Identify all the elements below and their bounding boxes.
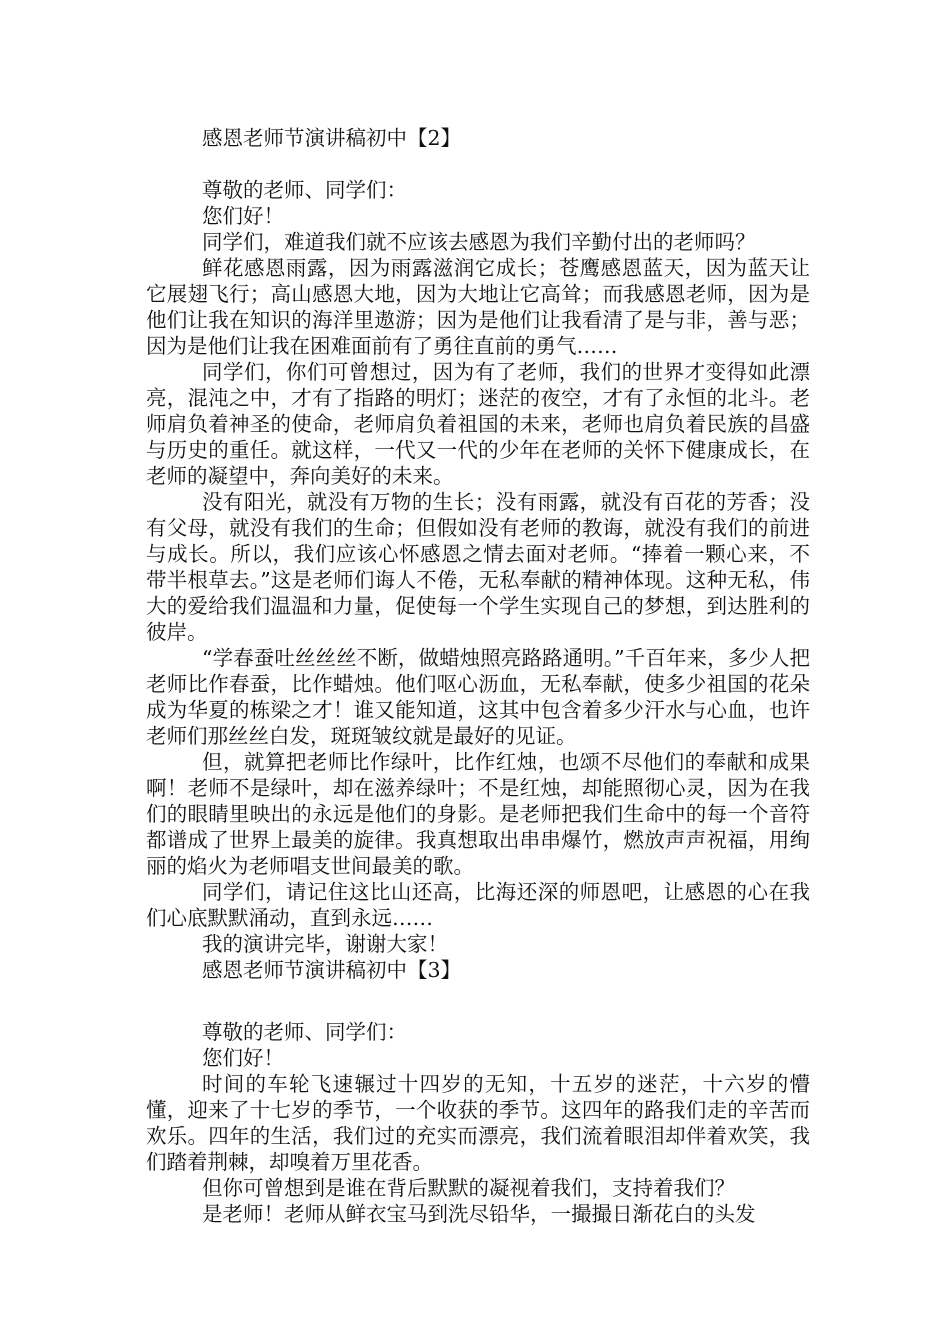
paragraph: 但你可曾想到是谁在背后默默的凝视着我们，支持着我们？ <box>202 1176 735 1200</box>
paragraph: 鲜花感恩雨露，因为雨露滋润它成长；苍鹰感恩蓝天，因为蓝天让它展翅飞行；高山感恩大地，因为大地让它高耸；而我感恩老师，因为是他们让我在知识的海洋里遨游；因为是他们让我看清了是与非，善与恶；因为是他们让我在困难面前有了勇往直前的勇气…… <box>146 256 810 358</box>
paragraph: 但，就算把老师比作绿叶，比作红烛，也颂不尽他们的奉献和成果啊！老师不是绿叶，却在滋养绿叶；不是红烛，却能照彻心灵，因为在我们的眼睛里映出的永远是他们的身影。是老师把我们生命中的每一个音符都谱成了世界上最美的旋律。我真想取出串串爆竹，燃放声声祝福，用绚丽的焰火为老师唱支世间最美的歌。 <box>146 750 810 878</box>
paragraph: “学春蚕吐丝丝丝不断，做蜡烛照亮路路通明。”千百年来，多少人把老师比作春蚕，比作蜡烛。他们呕心沥血，无私奉献，使多少祖国的花朵成为华夏的栋梁之才！谁又能知道，这其中包含着多少汗水与心血，也许老师们那丝丝白发，斑斑皱纹就是最好的见证。 <box>146 646 810 748</box>
section-3-body <box>146 1019 810 1227</box>
section-title: 感恩老师节演讲稿初中【2】 <box>202 126 462 150</box>
paragraph: 时间的车轮飞速辗过十四岁的无知，十五岁的迷茫，十六岁的懵懂，迎来了十七岁的季节，一个收获的季节。这四年的路我们走的辛苦而欢乐。四年的生活，我们过的充实而漂亮，我们流着眼泪却伴着欢笑，我们踏着荆棘，却嗅着万里花香。 <box>146 1072 810 1174</box>
section-2-title-block <box>146 125 810 151</box>
paragraph: 我的演讲完毕，谢谢大家！ <box>202 932 448 956</box>
paragraph: 是老师！老师从鲜衣宝马到洗尽铅华，一撮撮日渐花白的头发 <box>202 1202 756 1226</box>
section-2-body <box>146 177 810 983</box>
salutation: 尊敬的老师、同学们： <box>202 1020 407 1044</box>
paragraph: 同学们，难道我们就不应该去感恩为我们辛勤付出的老师吗？ <box>202 230 756 254</box>
salutation: 尊敬的老师、同学们： <box>202 178 407 202</box>
paragraph: 同学们，你们可曾想过，因为有了老师，我们的世界才变得如此漂亮，混沌之中，才有了指路的明灯；迷茫的夜空，才有了永恒的北斗。老师肩负着神圣的使命，老师肩负着祖国的未来，老师也肩负着民族的昌盛与历史的重任。就这样，一代又一代的少年在老师的关怀下健康成长，在老师的凝望中，奔向美好的未来。 <box>146 360 810 488</box>
greeting: 您们好！ <box>202 204 284 228</box>
paragraph: 同学们，请记住这比山还高，比海还深的师恩吧，让感恩的心在我们心底默默涌动，直到永远…… <box>146 880 810 930</box>
section-title: 感恩老师节演讲稿初中【3】 <box>202 958 462 982</box>
paragraph: 没有阳光，就没有万物的生长；没有雨露，就没有百花的芳香；没有父母，就没有我们的生命；但假如没有老师的教诲，就没有我们的前进与成长。所以，我们应该心怀感恩之情去面对老师。“捧着一颗心来，不带半根草去。”这是老师们诲人不倦，无私奉献的精神体现。这种无私，伟大的爱给我们温温和力量，促使每一个学生实现自己的梦想，到达胜利的彼岸。 <box>146 490 810 644</box>
greeting: 您们好！ <box>202 1046 284 1070</box>
